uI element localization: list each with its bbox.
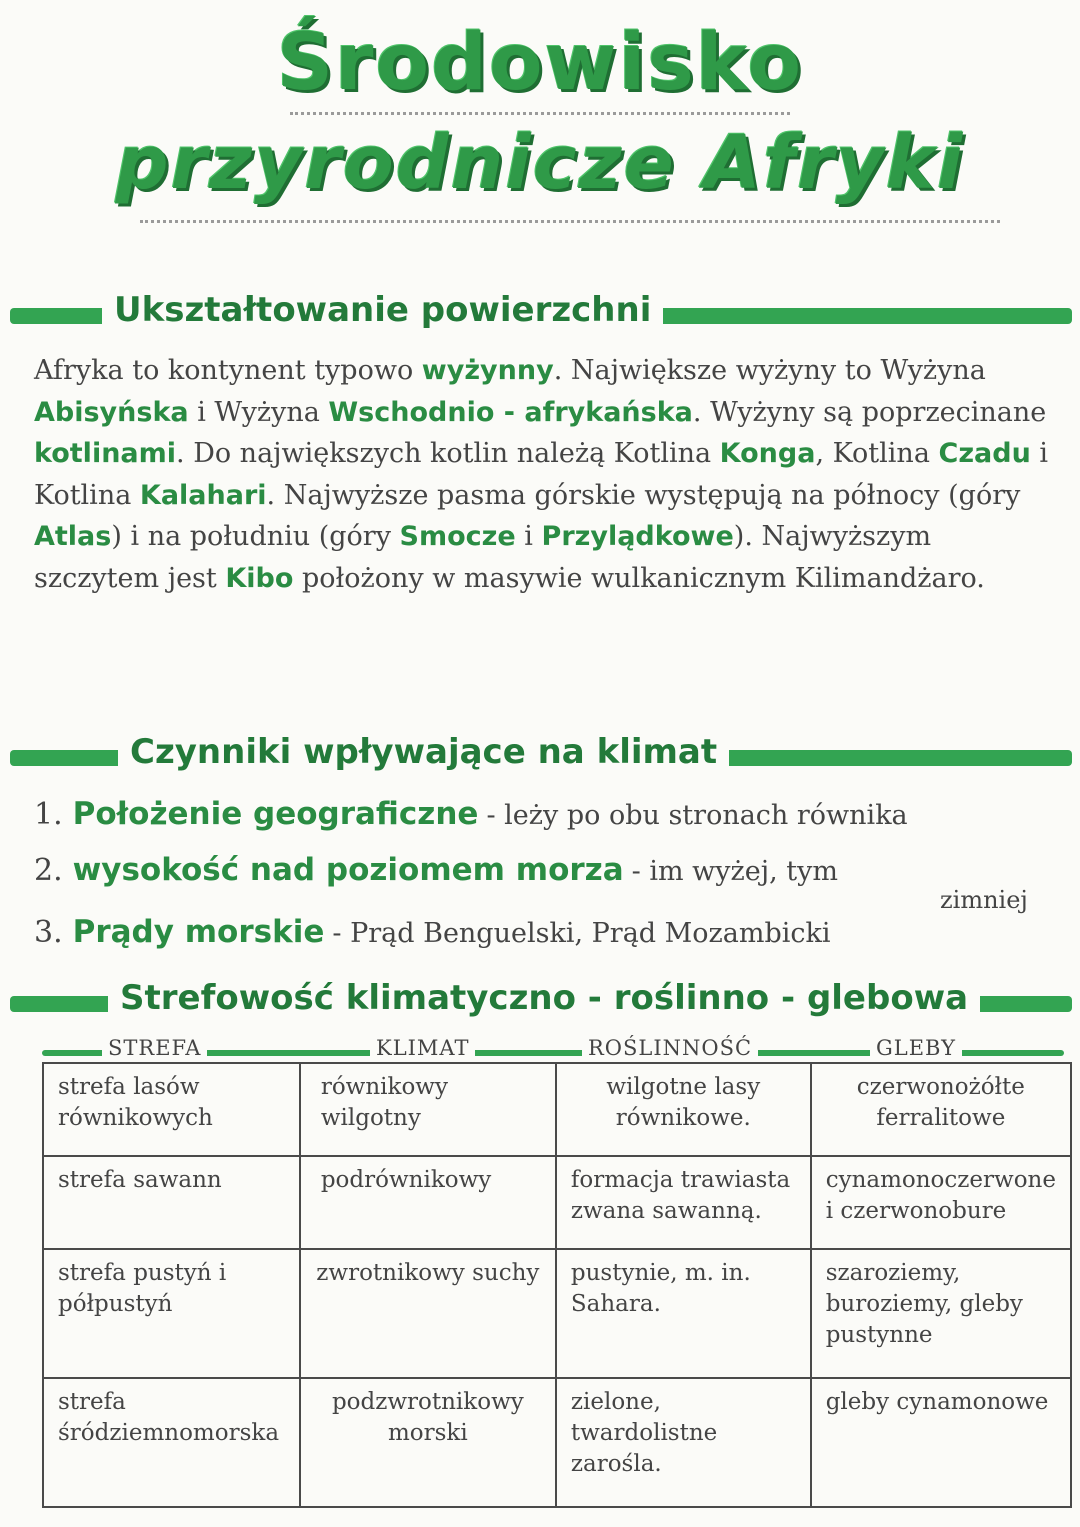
table-cell: podrównikowy xyxy=(300,1156,556,1249)
section-heading: Ukształtowanie powierzchni xyxy=(102,290,663,330)
page-title-line-2: przyrodnicze Afryki xyxy=(115,120,965,206)
table-cell: podzwrotnikowy morski xyxy=(300,1378,556,1507)
column-header-soils: GLEBY xyxy=(870,1036,962,1060)
table-cell: formacja trawiasta zwana sawanną. xyxy=(556,1156,811,1249)
key-term: Kibo xyxy=(225,562,294,594)
text: , Kotlina xyxy=(815,438,939,469)
section-heading: Czynniki wpływające na klimat xyxy=(118,732,729,772)
key-term: wyżynny xyxy=(421,355,554,386)
factor-name: Położenie geograficzne xyxy=(72,796,479,832)
section-header-zones xyxy=(10,978,1072,1018)
table-row xyxy=(43,1249,1071,1378)
table-cell: zielone, twardolistne zarośla. xyxy=(556,1378,811,1507)
text: ) i na południu (góry xyxy=(111,521,400,552)
text: . Najwyższe pasma górskie występują na północy (góry xyxy=(266,479,1021,511)
climate-factor xyxy=(34,852,1054,888)
factor-number: 3. xyxy=(34,915,63,950)
table-cell: gleby cynamonowe xyxy=(811,1378,1071,1507)
table-row xyxy=(43,1156,1071,1249)
table-cell: równikowy wilgotny xyxy=(300,1063,556,1156)
table-cell: strefa sawann xyxy=(43,1156,300,1249)
text: i xyxy=(515,521,542,552)
surface-paragraph xyxy=(34,350,1054,599)
table-cell: szaroziemy, buroziemy, gleby pustynne xyxy=(811,1249,1071,1378)
factor-name: Prądy morskie xyxy=(72,914,325,950)
factor-description-continued: zimniej xyxy=(940,886,1028,914)
zones-table xyxy=(42,1062,1072,1508)
key-term: Smocze xyxy=(399,521,516,552)
table-header xyxy=(42,1038,1064,1062)
page-title-line-1: Środowisko xyxy=(276,18,804,108)
section-header-surface xyxy=(10,290,1072,330)
factor-description: - leży po obu stronach równika xyxy=(486,800,908,831)
table-cell: zwrotnikowy suchy xyxy=(300,1249,556,1378)
section-heading: Strefowość klimatyczno - roślinno - glebowa xyxy=(108,978,980,1018)
table-cell: cynamonoczerwone i czerwonobure xyxy=(811,1156,1071,1249)
text: . Wyżyny są poprzecinane xyxy=(692,396,1047,428)
text: ). Najwyższym szczytem jest xyxy=(34,521,932,594)
table-row xyxy=(43,1063,1071,1156)
key-term: Abisyńska xyxy=(34,396,189,428)
key-term: Czadu xyxy=(938,438,1031,469)
factor-name: wysokość nad poziomem morza xyxy=(72,852,624,888)
title-squiggle xyxy=(140,208,1000,223)
table-cell: pustynie, m. in. Sahara. xyxy=(556,1249,811,1378)
table-cell: strefa śródziemnomorska xyxy=(43,1378,300,1507)
key-term: Konga xyxy=(719,438,816,469)
key-term: Wschodnio - afrykańska xyxy=(328,396,693,428)
section-header-climate xyxy=(10,732,1072,772)
factor-number: 2. xyxy=(34,853,63,888)
table-cell: czerwonożółte ferralitowe xyxy=(811,1063,1071,1156)
column-header-vegetation: ROŚLINNOŚĆ xyxy=(582,1036,758,1060)
factor-description: - Prąd Benguelski, Prąd Mozambicki xyxy=(332,918,831,949)
text: . Do największych kotlin należą Kotlina xyxy=(176,438,720,469)
text: Afryka to kontynent typowo xyxy=(34,355,422,386)
title-squiggle xyxy=(290,100,790,115)
table-cell: wilgotne lasy równikowe. xyxy=(556,1063,811,1156)
table-row xyxy=(43,1378,1071,1507)
key-term: kotlinami xyxy=(34,438,177,469)
column-header-zone: STREFA xyxy=(102,1036,207,1060)
text: i Wyżyna xyxy=(188,396,329,428)
column-header-climate: KLIMAT xyxy=(370,1036,475,1060)
table-cell: strefa lasów równikowych xyxy=(43,1063,300,1156)
table-cell: strefa pustyń i półpustyń xyxy=(43,1249,300,1378)
key-term: Przylądkowe xyxy=(541,521,734,552)
text: położony w masywie wulkanicznym Kilimandżaro. xyxy=(293,562,985,594)
text: i Kotlina xyxy=(34,438,1049,511)
factor-number: 1. xyxy=(34,797,63,832)
key-term: Kalahari xyxy=(139,479,267,511)
key-term: Atlas xyxy=(34,521,112,552)
text: . Największe wyżyny to Wyżyna xyxy=(553,355,986,386)
climate-factor xyxy=(34,796,1054,832)
climate-factor xyxy=(34,914,1054,950)
factor-description: - im wyżej, tym xyxy=(631,856,838,887)
